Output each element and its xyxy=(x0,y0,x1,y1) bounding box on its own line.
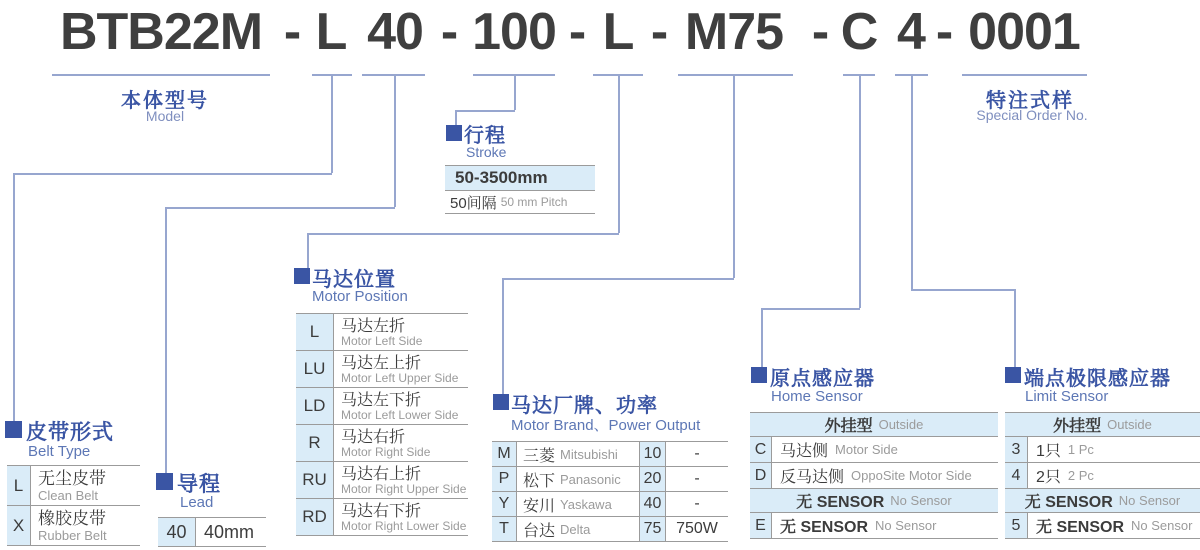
stroke-table xyxy=(445,165,595,214)
leader-belt xyxy=(13,173,15,422)
special-order-label-zh: 特注式样 xyxy=(986,90,1074,112)
leader-motor-brand xyxy=(502,278,504,394)
motor-brand-zh: 三菱 xyxy=(523,447,556,465)
stroke-pitch-en: 50 mm Pitch xyxy=(500,195,568,209)
motor-position-en: Motor Left Upper Side xyxy=(341,371,459,386)
motor-position-row xyxy=(296,499,468,536)
belt-row xyxy=(7,466,140,506)
code-dash: - xyxy=(935,3,953,61)
motor-brand-zh: 台达 xyxy=(523,522,556,540)
limit-sensor-code: 5 xyxy=(1005,513,1028,538)
group-en: Outside xyxy=(878,417,924,432)
home-sensor-code: C xyxy=(750,437,772,462)
motor-power-code: 20 xyxy=(640,467,666,491)
home-sensor-row xyxy=(750,437,998,463)
code-seg-home-sensor: C xyxy=(840,3,878,61)
home-sensor-code: E xyxy=(750,513,772,538)
leader-motor-brand xyxy=(733,76,735,278)
limit-sensor-group-outside xyxy=(1005,413,1200,437)
motor-position-zh: 马达左上折 xyxy=(341,354,422,372)
home-sensor-zh: 无 SENSOR xyxy=(780,519,869,536)
limit-sensor-row xyxy=(1005,513,1200,539)
limit-sensor-row xyxy=(1005,463,1200,489)
motor-position-en: Motor Right Upper Side xyxy=(341,482,467,497)
stroke-title-zh: 行程 xyxy=(464,125,506,147)
motor-brand-code: T xyxy=(492,517,517,541)
leader-lead xyxy=(165,207,167,473)
motor-brand-en: Panasonic xyxy=(560,471,621,487)
home-sensor-zh: 反马达侧 xyxy=(780,469,845,486)
motor-position-code: R xyxy=(296,425,334,461)
motor-position-zh: 马达右上折 xyxy=(341,465,422,483)
model-code xyxy=(0,0,1200,70)
limit-sensor-en: 2 Pc xyxy=(1067,468,1094,483)
home-sensor-en: OppoSite Motor Side xyxy=(851,468,972,483)
leader-lead xyxy=(394,76,396,207)
motor-position-row xyxy=(296,425,468,462)
belt-bullet-icon xyxy=(5,421,22,438)
stroke-title-en: Stroke xyxy=(466,144,507,160)
motor-position-bullet-icon xyxy=(294,268,310,284)
motor-position-en: Motor Right Side xyxy=(341,445,431,460)
motor-brand-code: Y xyxy=(492,492,517,516)
motor-brand-row xyxy=(492,442,728,467)
leader-stroke xyxy=(455,110,515,112)
motor-position-code: LD xyxy=(296,388,334,424)
motor-power-code: 10 xyxy=(640,442,666,466)
motor-brand-en: Yaskawa xyxy=(560,496,612,512)
motor-position-row xyxy=(296,314,468,351)
lead-title-zh: 导程 xyxy=(177,473,221,496)
code-seg-limit-sensor: 4 xyxy=(897,3,925,61)
motor-position-code: LU xyxy=(296,351,334,387)
underline-body xyxy=(52,74,270,76)
belt-code: X xyxy=(7,506,31,545)
code-seg-lead: 40 xyxy=(367,3,423,61)
lead-code: 40 xyxy=(158,518,196,546)
belt-code: L xyxy=(7,466,31,505)
home-sensor-code: D xyxy=(750,463,772,488)
limit-sensor-zh: 2只 xyxy=(1036,469,1061,486)
home-sensor-group-outside xyxy=(750,413,998,437)
leader-home-sensor xyxy=(859,76,861,308)
motor-power-code: 75 xyxy=(640,517,666,541)
motor-position-en: Motor Right Lower Side xyxy=(341,519,467,534)
motor-brand-code: M xyxy=(492,442,517,466)
motor-position-code: RU xyxy=(296,462,334,498)
motor-watt: - xyxy=(694,445,700,462)
limit-sensor-zh: 无 SENSOR xyxy=(1036,519,1125,536)
group-zh: 无 SENSOR xyxy=(1024,494,1113,511)
code-dash: - xyxy=(440,3,458,61)
motor-brand-en: Mitsubishi xyxy=(560,446,618,462)
belt-zh: 无尘皮带 xyxy=(38,469,106,488)
lead-value: 40mm xyxy=(204,521,255,542)
limit-sensor-title-zh: 端点极限感应器 xyxy=(1024,368,1171,390)
motor-brand-en: Delta xyxy=(560,521,591,537)
belt-en: Clean Belt xyxy=(38,487,98,503)
code-dash: - xyxy=(811,3,829,61)
limit-sensor-table xyxy=(1005,412,1200,539)
code-seg-special-order: 0001 xyxy=(968,3,1080,61)
motor-brand-title-en: Motor Brand、Power Output xyxy=(511,417,701,434)
code-dash: - xyxy=(568,3,586,61)
belt-title-zh: 皮带形式 xyxy=(26,421,114,444)
motor-position-row xyxy=(296,462,468,499)
motor-brand-title-zh: 马达厂牌、功率 xyxy=(511,395,658,417)
lead-row xyxy=(158,518,266,547)
leader-motor-brand xyxy=(502,278,734,280)
motor-position-code: L xyxy=(296,314,334,350)
motor-watt: - xyxy=(694,495,700,512)
motor-brand-row xyxy=(492,517,728,542)
motor-brand-row xyxy=(492,467,728,492)
limit-sensor-en: No Sensor xyxy=(1131,518,1193,533)
motor-position-zh: 马达左折 xyxy=(341,317,406,335)
belt-table xyxy=(7,465,140,546)
limit-sensor-bullet-icon xyxy=(1005,367,1021,383)
stroke-pitch-row xyxy=(445,191,595,214)
special-order-label-en: Special Order No. xyxy=(976,107,1088,123)
belt-en: Rubber Belt xyxy=(38,527,107,543)
leader-lead xyxy=(165,207,395,209)
motor-position-en: Motor Left Side xyxy=(341,334,423,349)
home-sensor-title-zh: 原点感应器 xyxy=(770,368,875,390)
home-sensor-title-en: Home Sensor xyxy=(771,388,863,405)
code-seg-motor-position: L xyxy=(602,3,634,61)
home-sensor-row xyxy=(750,513,998,539)
code-seg-stroke: 100 xyxy=(472,3,556,61)
limit-sensor-group-nosensor xyxy=(1005,489,1200,513)
leader-belt xyxy=(13,173,332,175)
motor-position-title-zh: 马达位置 xyxy=(312,269,396,291)
motor-power-code: 40 xyxy=(640,492,666,516)
model-label-en: Model xyxy=(145,108,185,124)
leader-stroke xyxy=(455,110,457,126)
limit-sensor-zh: 1只 xyxy=(1036,443,1061,460)
motor-position-title-en: Motor Position xyxy=(312,288,408,305)
code-seg-belt: L xyxy=(315,3,347,61)
group-zh: 外挂型 xyxy=(824,418,873,435)
home-sensor-en: Motor Side xyxy=(835,442,898,457)
home-sensor-row xyxy=(750,463,998,489)
motor-watt: - xyxy=(694,470,700,487)
stroke-range-row xyxy=(445,166,595,191)
motor-brand-table xyxy=(492,441,728,542)
group-en: Outside xyxy=(1107,417,1152,432)
stroke-range: 50-3500mm xyxy=(455,168,548,187)
belt-row xyxy=(7,506,140,546)
leader-home-sensor xyxy=(761,308,763,367)
motor-watt: 750W xyxy=(676,520,718,537)
limit-sensor-en: 1 Pc xyxy=(1067,442,1094,457)
motor-position-row xyxy=(296,351,468,388)
lead-title-en: Lead xyxy=(180,494,214,511)
underline-motor-brand xyxy=(678,74,793,76)
home-sensor-zh: 马达侧 xyxy=(780,443,829,460)
group-en: No Sensor xyxy=(890,493,952,508)
motor-position-zh: 马达右下折 xyxy=(341,502,422,520)
home-sensor-table xyxy=(750,412,998,539)
motor-position-zh: 马达右折 xyxy=(341,428,406,446)
motor-position-table xyxy=(296,313,468,536)
lead-table xyxy=(158,517,266,547)
leader-motor-position xyxy=(307,233,619,235)
leader-limit-sensor xyxy=(1014,289,1016,367)
code-seg-body: BTB22M xyxy=(59,3,263,61)
home-sensor-en: No Sensor xyxy=(875,518,937,533)
home-sensor-group-nosensor xyxy=(750,489,998,513)
group-zh: 无 SENSOR xyxy=(796,494,885,511)
motor-brand-zh: 松下 xyxy=(523,472,556,490)
leader-motor-position xyxy=(618,76,620,233)
lead-bullet-icon xyxy=(156,473,173,490)
stroke-pitch-zh: 50间隔 xyxy=(450,194,497,212)
belt-zh: 橡胶皮带 xyxy=(38,509,106,528)
belt-title-en: Belt Type xyxy=(28,443,91,460)
leader-stroke xyxy=(514,76,516,110)
code-dash: - xyxy=(283,3,301,61)
group-en: No Sensor xyxy=(1118,493,1181,508)
stroke-bullet-icon xyxy=(446,125,462,141)
underline-special-order xyxy=(962,74,1087,76)
group-zh: 外挂型 xyxy=(1053,418,1102,435)
code-seg-motor-brand: M75 xyxy=(684,3,784,61)
motor-position-zh: 马达左下折 xyxy=(341,391,422,409)
home-sensor-bullet-icon xyxy=(751,367,767,383)
limit-sensor-code: 4 xyxy=(1005,463,1028,488)
leader-belt xyxy=(331,76,333,173)
leader-home-sensor xyxy=(761,308,860,310)
motor-position-row xyxy=(296,388,468,425)
leader-limit-sensor xyxy=(911,76,913,289)
limit-sensor-row xyxy=(1005,437,1200,463)
motor-brand-row xyxy=(492,492,728,517)
model-label-zh: 本体型号 xyxy=(121,90,209,112)
leader-motor-position xyxy=(307,233,309,268)
motor-position-en: Motor Left Lower Side xyxy=(341,408,459,423)
code-dash: - xyxy=(650,3,668,61)
motor-brand-zh: 安川 xyxy=(523,497,556,515)
limit-sensor-code: 3 xyxy=(1005,437,1028,462)
leader-limit-sensor xyxy=(911,289,1015,291)
motor-brand-code: P xyxy=(492,467,517,491)
motor-position-code: RD xyxy=(296,499,334,535)
motor-brand-bullet-icon xyxy=(493,394,509,410)
limit-sensor-title-en: Limit Sensor xyxy=(1025,388,1109,405)
